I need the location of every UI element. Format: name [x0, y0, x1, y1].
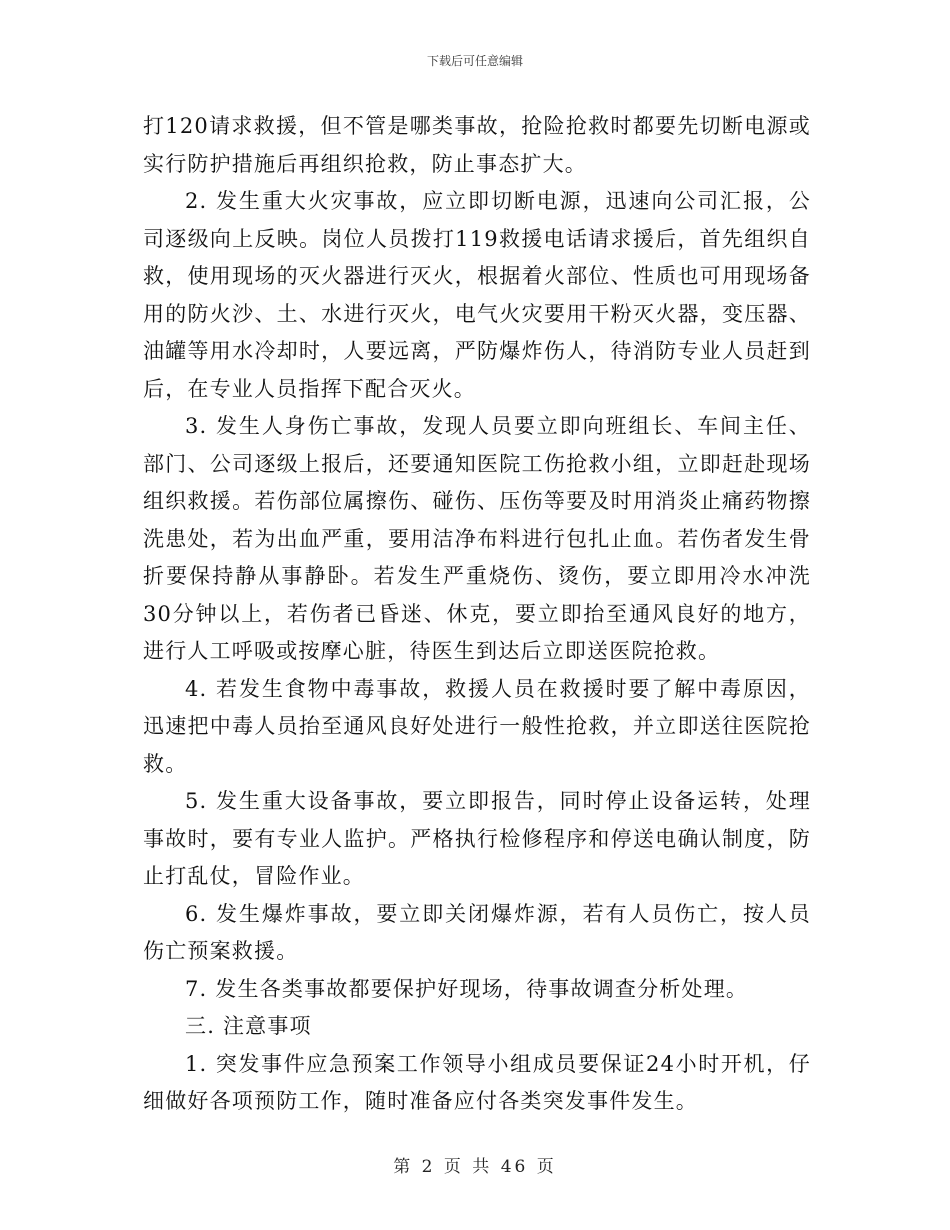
- paragraph-continuation: 打120请求救援，但不管是哪类事故，抢险抢救时都要先切断电源或实行防护措施后再组织抢救，防止事态扩大。: [143, 114, 811, 176]
- paragraph-protect-scene: 7. 发生各类事故都要保护好现场，待事故调查分析处理。: [185, 976, 749, 1001]
- paragraph-injury-accident: 3. 发生人身伤亡事故，发现人员要立即向班组长、车间主任、部门、公司逐级上报后，还要通知医院工伤抢救小组，立即赶赴现场组织救援。若伤部位属擦伤、碰伤、压伤等要及时用消炎止痛药物擦洗患处，若为出血严重，要用洁净布料进行包扎止血。若伤者发生骨折要保持静从事静卧。若发生严重烧伤、烫伤，要立即用冷水冲洗30分钟以上，若伤者已昏迷、休克，要立即抬至通风良好的地方，进行人工呼吸或按摩心脏，待医生到达后立即送医院抢救。: [143, 414, 811, 663]
- paragraph-fire-accident: 2. 发生重大火灾事故，应立即切断电源，迅速向公司汇报，公司逐级向上反映。岗位人员拨打119救援电话请求援后，首先组织自救，使用现场的灭火器进行灭火，根据着火部位、性质也可用现场备用的防火沙、土、水进行灭火，电气火灾要用干粉灭火器，变压器、油罐等用水冷却时，人要远离，严防爆炸伤人，待消防专业人员赶到后，在专业人员指挥下配合灭火。: [143, 189, 811, 401]
- paragraph-explosion-accident: 6. 发生爆炸事故，要立即关闭爆炸源，若有人员伤亡，按人员伤亡预案救援。: [143, 901, 811, 963]
- page-header: 下载后可任意编辑: [426, 54, 523, 68]
- paragraph-note-1: 1. 突发事件应急预案工作领导小组成员要保证24小时开机，仔细做好各项预防工作，随时准备应付各类突发事件发生。: [143, 1051, 811, 1113]
- paragraph-equipment-accident: 5. 发生重大设备事故，要立即报告，同时停止设备运转，处理事故时，要有专业人监护。严格执行检修程序和停送电确认制度，防止打乱仗，冒险作业。: [143, 789, 811, 888]
- page-footer: 第 2 页 共 46 页: [393, 1157, 557, 1177]
- paragraph-food-poisoning: 4. 若发生食物中毒事故，救援人员在救援时要了解中毒原因，迅速把中毒人员抬至通风良好处进行一般性抢救，并立即送往医院抢救。: [143, 676, 811, 776]
- document-body: [143, 108, 811, 1121]
- section-heading-notes: 三. 注意事项: [185, 1014, 312, 1038]
